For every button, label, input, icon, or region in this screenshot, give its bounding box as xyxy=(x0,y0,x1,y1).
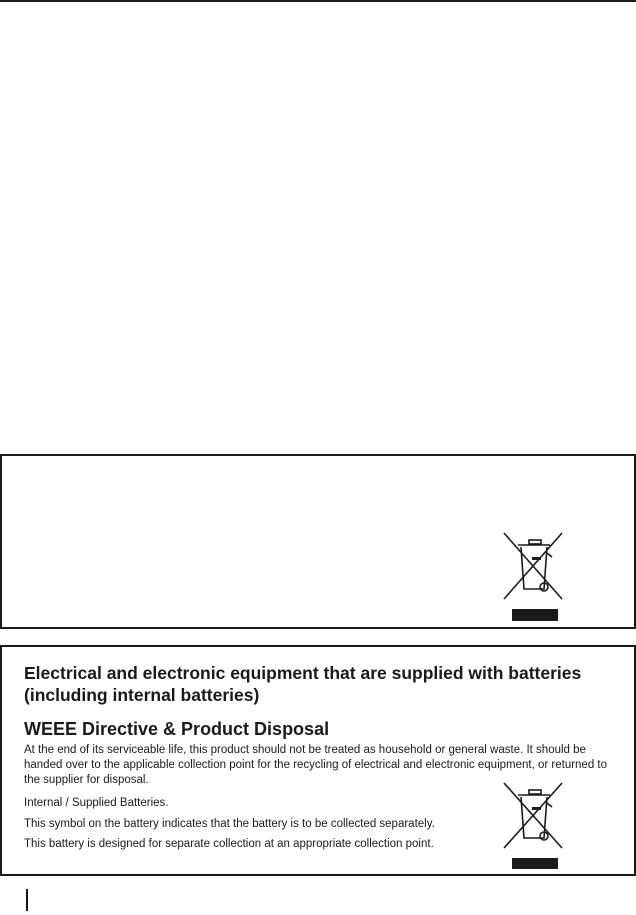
crossed-out-wheelie-bin-icon xyxy=(498,527,568,623)
notice-heading: Electrical and electronic equipment that are supplied with batteries (including internal batteries) xyxy=(24,663,582,705)
top-rule xyxy=(0,0,636,2)
crossed-out-wheelie-bin-icon xyxy=(498,778,568,870)
page-margin-mark xyxy=(26,889,28,911)
disposal-paragraph: At the end of its serviceable life, this product should not be treated as household or general waste. It should be handed over to the applicable collection point for the recycling of electrical and electronic equipment, or returned to the supplier for disposal. xyxy=(24,744,608,786)
collection-paragraph: This battery is designed for separate collection at an appropriate collection point. xyxy=(24,838,434,850)
batteries-label: Internal / Supplied Batteries. xyxy=(24,797,169,809)
symbol-paragraph: This symbol on the battery indicates that the battery is to be collected separately. xyxy=(24,818,435,830)
notice-subheading: WEEE Directive & Product Disposal xyxy=(24,719,330,739)
